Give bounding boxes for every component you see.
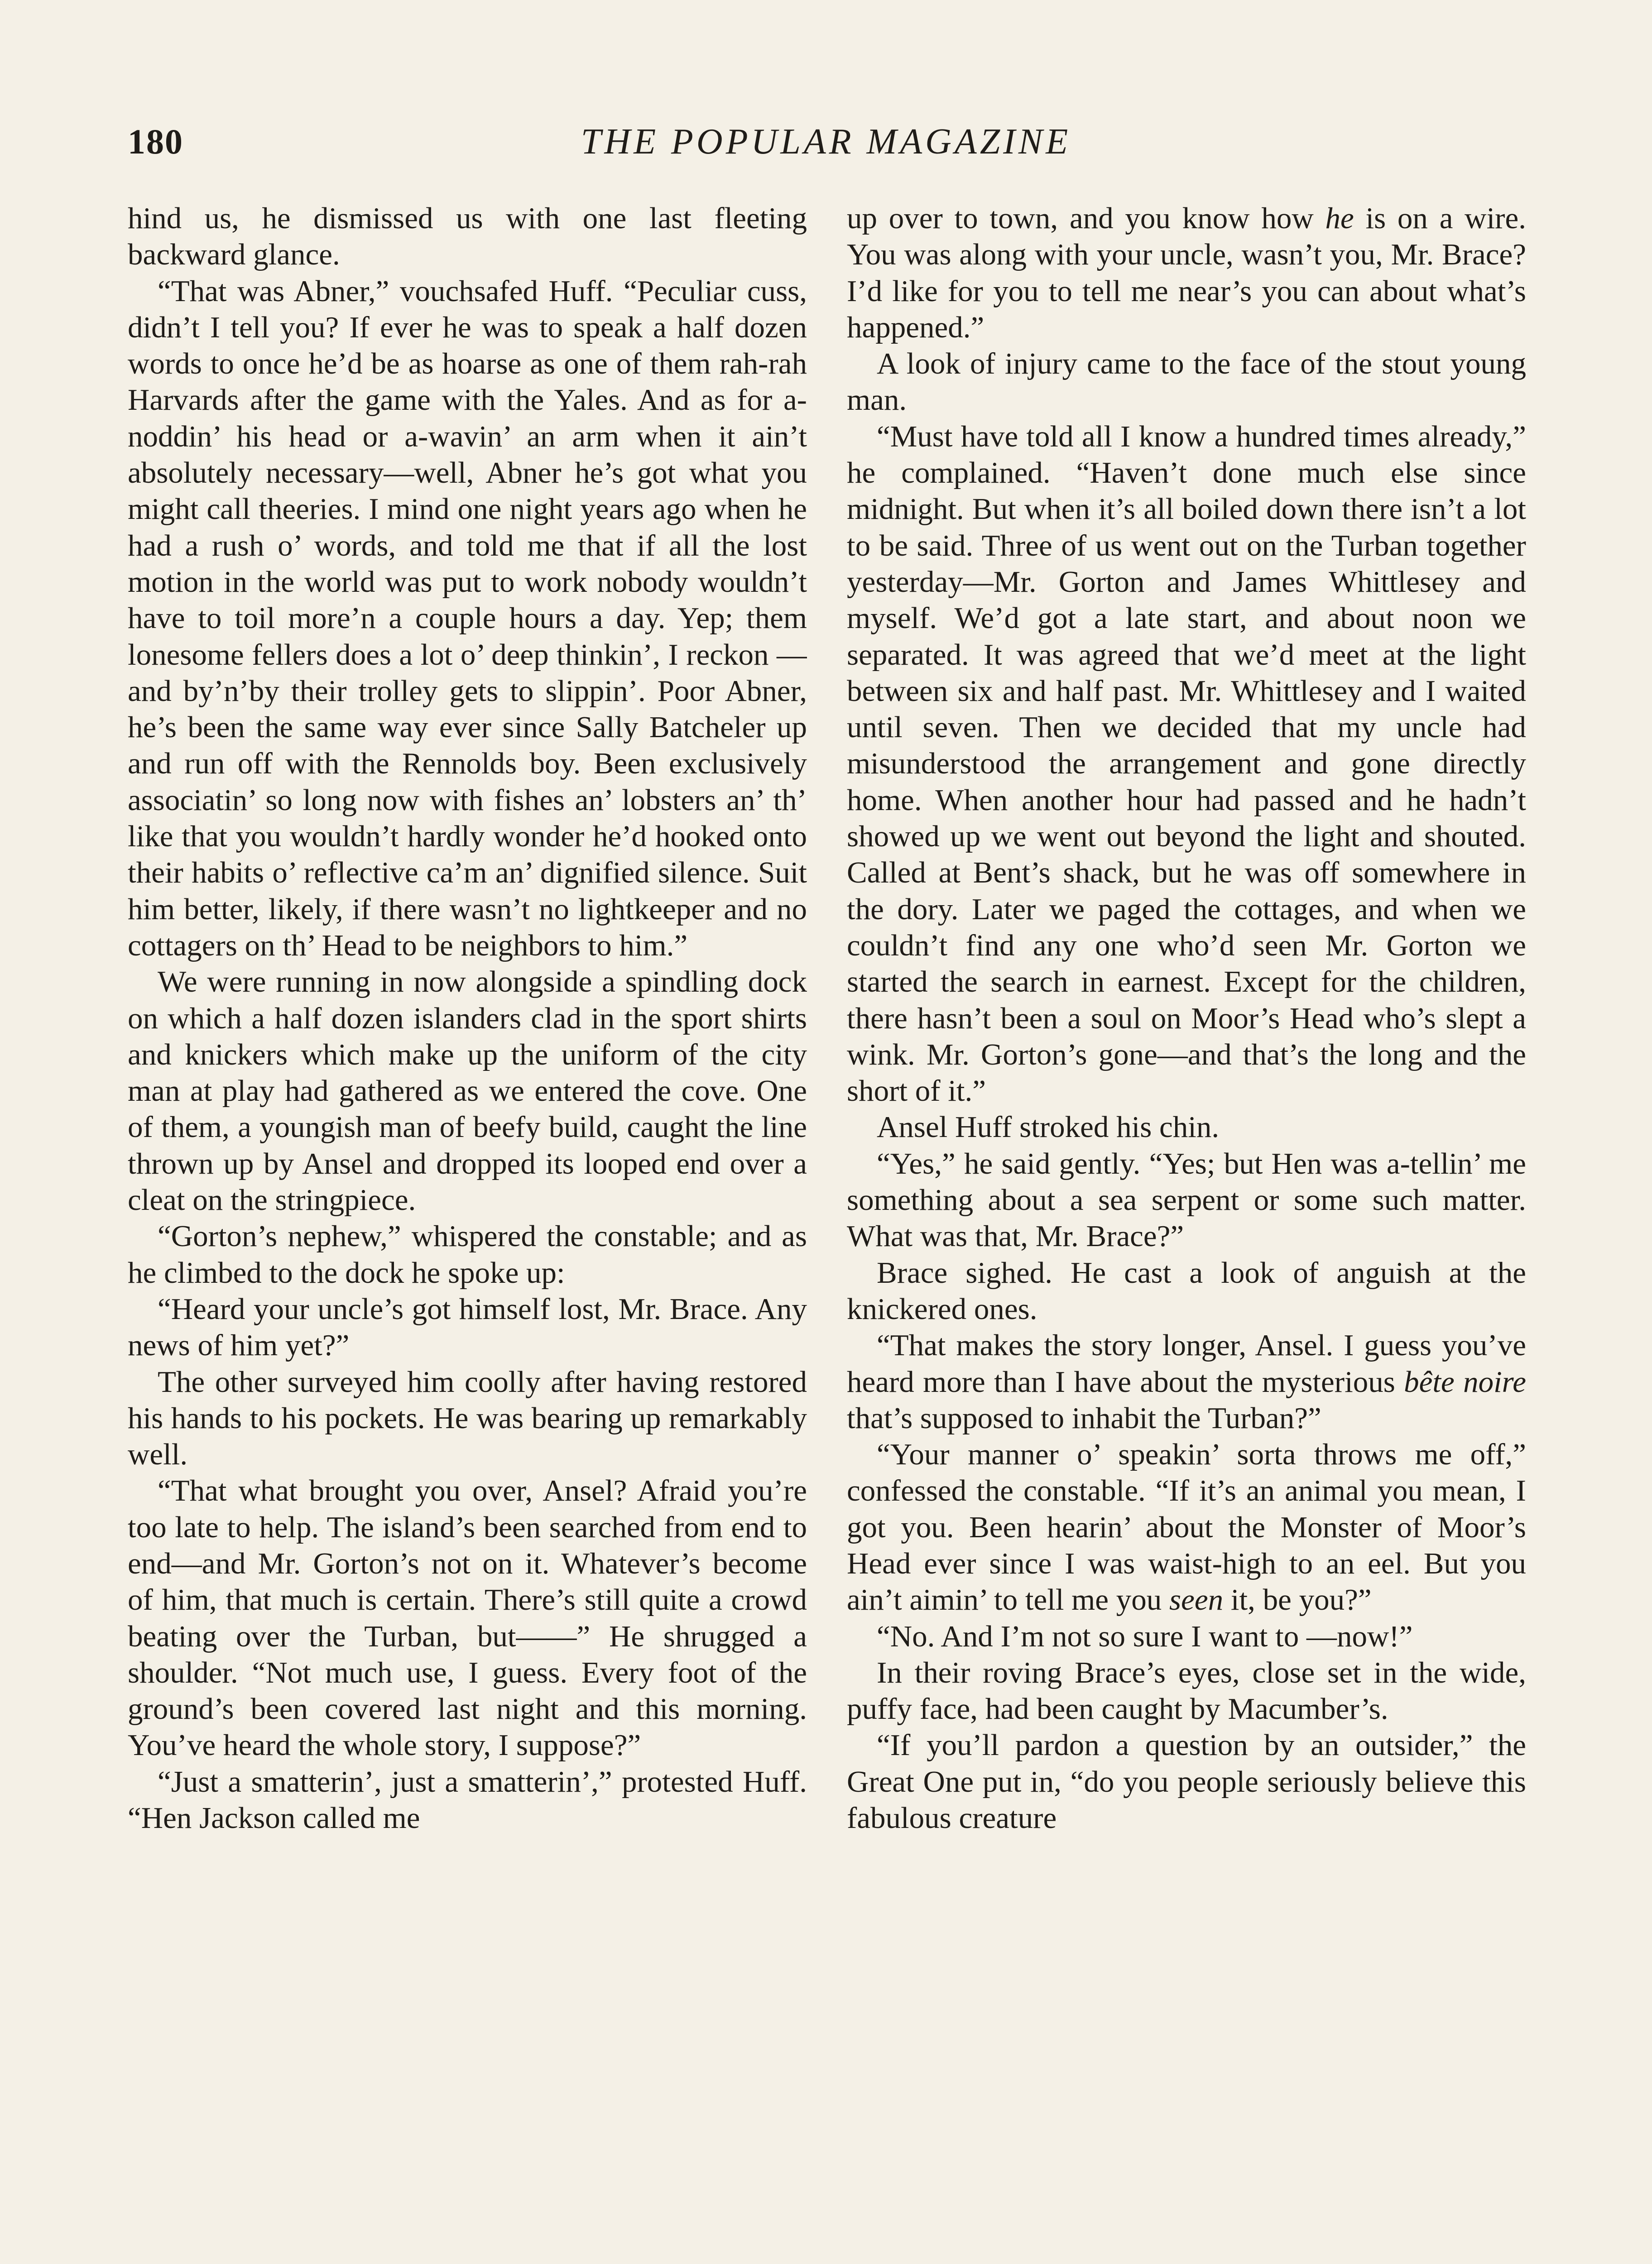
text-run: “That makes the story longer, Ansel. I guess you’ve heard more than I have about the mysterious [847,1329,1526,1399]
running-head [128,121,1524,171]
paragraph: “Heard your uncle’s got himself lost, Mr. Brace. Any news of him yet?” [128,1292,807,1362]
text-run: is on a wire. You was along with your uncle, wasn’t you, Mr. Brace? I’d like for you to tell me near’s you can about what’s happened.” [847,201,1526,344]
text-run: “Your manner o’ speakin’ sorta throws me off,” confessed the constable. “If it’s an animal you mean, I got you. Been hearin’ about the Monster of Moor’s Head ever since I was waist-high to an eel. But you ain’t aimin’ to tell me you [847,1438,1526,1617]
right-column [847,200,1526,2264]
paragraph: “No. And I’m not so sure I want to —now!” [877,1619,1413,1653]
paragraph: “Must have told all I know a hundred times already,” he complained. “Haven’t done much else since midnight. But when it’s all boiled down there isn’t a lot to be said. Three of us went out on the Turban together yesterday—Mr. Gorton and James Whittlesey and myself. We’d got a late start, and about noon we separated. It was agreed that we’d meet at the light between six and half past. Mr. Whittlesey and I waited until seven. Then we decided that my uncle had misunderstood the arrangement and gone directly home. When another hour had passed and he hadn’t showed up we went out beyond the light and shouted. Called at Bent’s shack, but he was off somewhere in the dory. Later we paged the cottages, and when we couldn’t find any one who’d seen Mr. Gorton we started the search in earnest. Except for the children, there hasn’t been a soul on Moor’s Head who’s slept a wink. Mr. Gorton’s gone—and that’s the long and the short of it.” [847,419,1526,1108]
page-number: 180 [128,122,183,161]
text-run: up over to town, and you know how [847,201,1325,235]
text-run: that’s supposed to inhabit the Turban?” [847,1401,1321,1435]
paragraph: “Yes,” he said gently. “Yes; but Hen was a-tellin’ me something about a sea serpent or some such matter. What was that, Mr. Brace?” [847,1146,1526,1253]
paragraph: “Gorton’s nephew,” whispered the constable; and as he climbed to the dock he spoke up: [128,1219,807,1290]
paragraph: “If you’ll pardon a question by an outsider,” the Great One put in, “do you people seriously believe this fabulous creature [847,1728,1526,1835]
paragraph [847,1436,1526,1618]
paragraph: hind us, he dismissed us with one last fleeting backward glance. [128,201,807,272]
paragraph [847,1327,1526,1436]
emphasis: he [1325,201,1354,235]
emphasis: bête noire [1404,1365,1526,1399]
paragraph: “Just a smatterin’, just a smatterin’,” protested Huff. “Hen Jackson called me [128,1765,807,1835]
paragraph: A look of injury came to the face of the stout young man. [847,347,1526,417]
paragraph: Ansel Huff stroked his chin. [877,1110,1220,1144]
paragraph: “That what brought you over, Ansel? Afraid you’re too late to help. The island’s been searched from end to end—and Mr. Gorton’s not on it. Whatever’s become of him, that much is certain. There’s still quite a crowd beating over the Turban, but——” He shrugged a shoulder. “Not much use, I guess. Every foot of the ground’s been covered last night and this morning. You’ve heard the whole story, I suppose?” [128,1474,807,1762]
paragraph: We were running in now alongside a spindling dock on which a half dozen islanders clad in the sport shirts and knickers which make up the uniform of the city man at play had gathered as we entered the cove. One of them, a youngish man of beefy build, caught the line thrown up by Ansel and dropped its looped end over a cleat on the stringpiece. [128,965,807,1217]
paragraph [847,200,1526,345]
paragraph: In their roving Brace’s eyes, close set in the wide, puffy face, had been caught by Macumber’s. [847,1655,1526,1726]
magazine-title: THE POPULAR MAGAZINE [581,122,1071,162]
emphasis: seen [1169,1583,1224,1617]
left-column [128,200,807,2264]
text-run: it, be you?” [1223,1583,1372,1617]
paragraph: “That was Abner,” vouchsafed Huff. “Peculiar cuss, didn’t I tell you? If ever he was to speak a half dozen words to once he’d be as hoarse as one of them rah-rah Harvards after the game with the Yales. And as for a-noddin’ his head or a-wavin’ an arm when it ain’t absolutely necessary—well, Abner he’s got what you might call theeries. I mind one night years ago when he had a rush o’ words, and told me that if all the lost motion in the world was put to work nobody wouldn’t have to toil more’n a couple hours a day. Yep; them lonesome fellers does a lot o’ deep thinkin’, I reckon —and by’n’by their trolley gets to slippin’. Poor Abner, he’s been the same way ever since Sally Batcheler up and run off with the Rennolds boy. Been exclusively associatin’ so long now with fishes an’ lobsters an’ th’ like that you wouldn’t hardly wonder he’d hooked onto their habits o’ reflective ca’m an’ dignified silence. Suit him better, likely, if there wasn’t no lightkeeper and no cottagers on th’ Head to be neighbors to him.” [128,274,807,962]
paragraph: The other surveyed him coolly after having restored his hands to his pockets. He was bearing up remarkably well. [128,1365,807,1472]
paragraph: Brace sighed. He cast a look of anguish at the knickered ones. [847,1256,1526,1326]
